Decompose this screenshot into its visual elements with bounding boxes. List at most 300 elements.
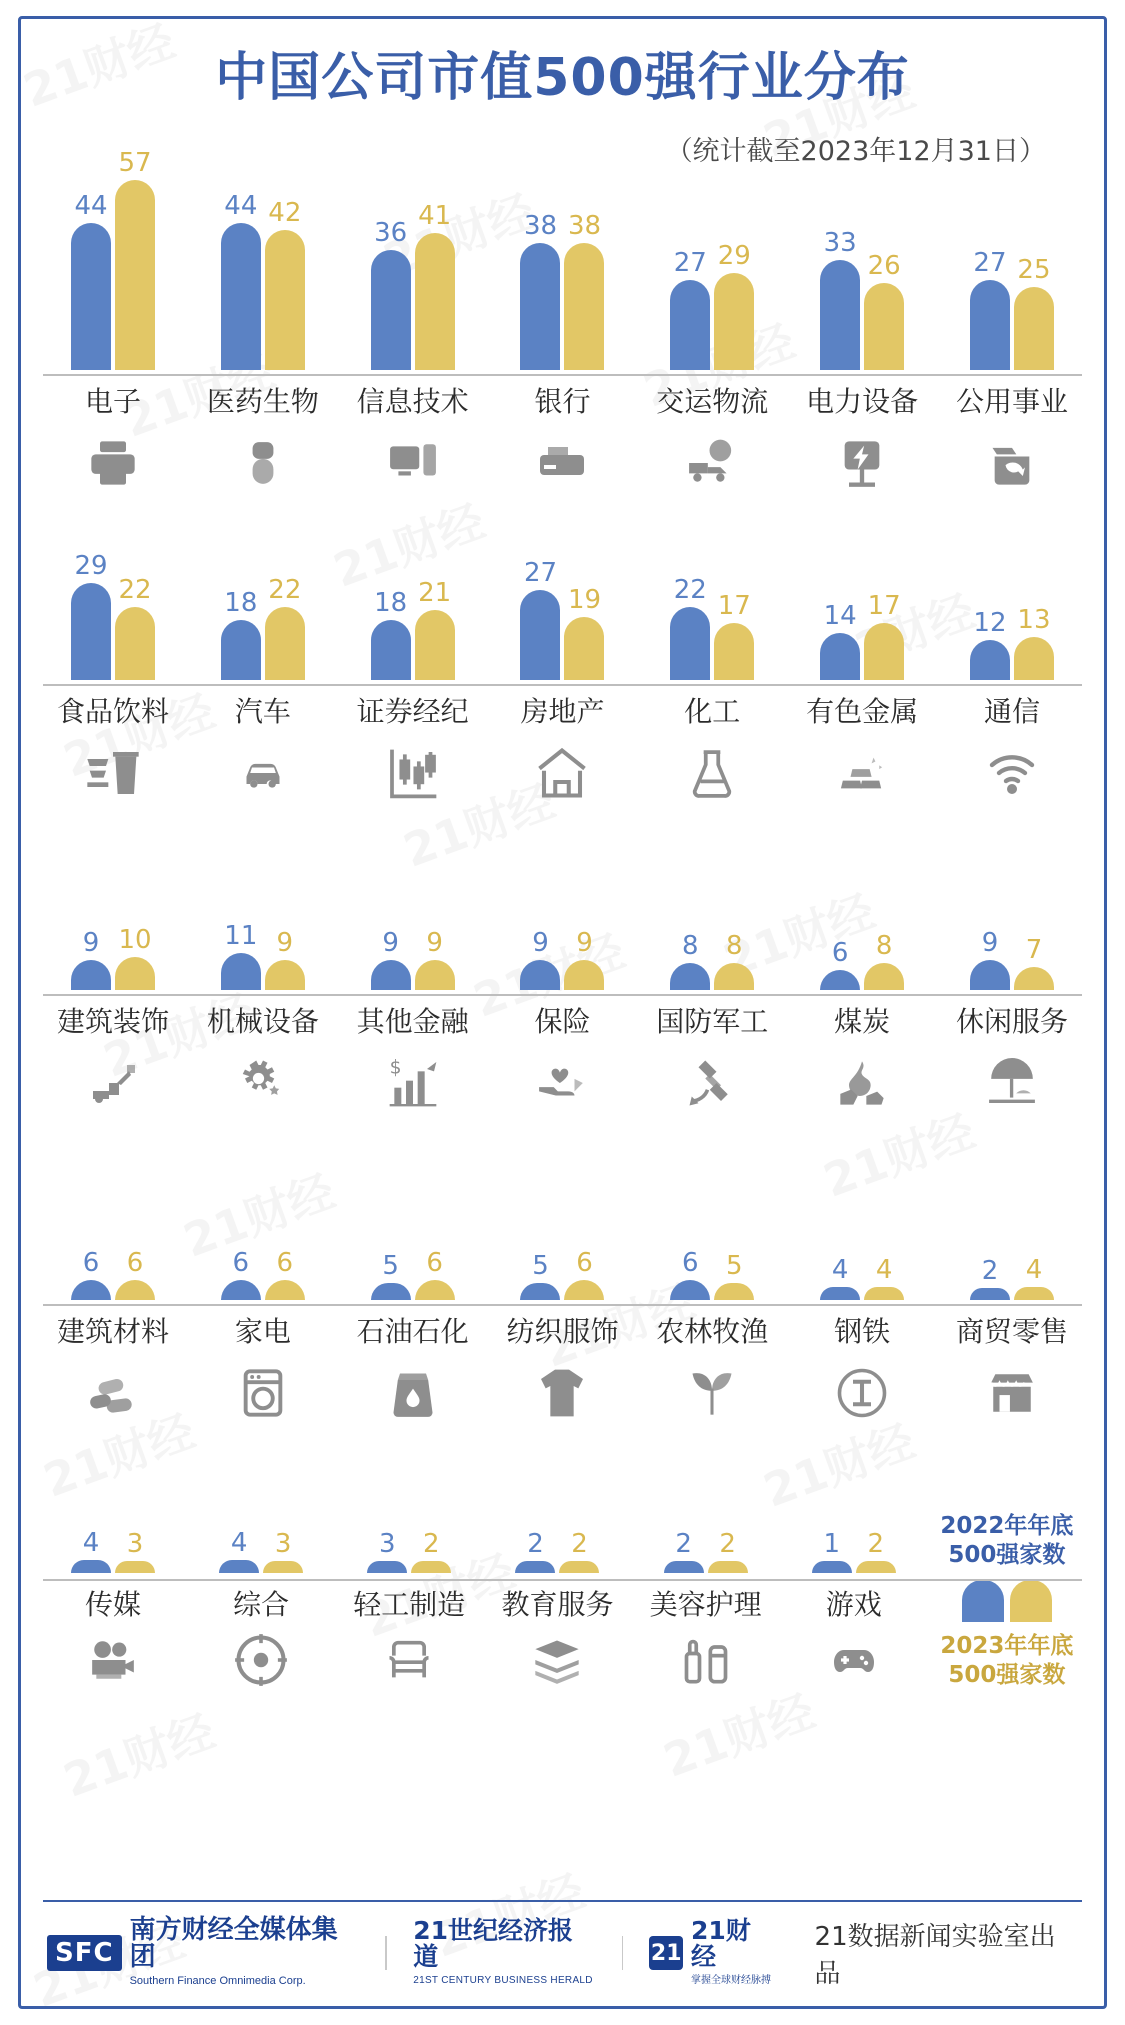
- bar-2022-value: 6: [831, 938, 849, 969]
- production-credit: 21数据新闻实验室出品: [814, 1922, 1056, 1989]
- bar-2023-wrap: [115, 577, 155, 680]
- bar-2023: [564, 243, 604, 370]
- bar-2023: [265, 607, 305, 680]
- bar-2022-wrap: [664, 1531, 704, 1573]
- bar-2023-wrap: [115, 1531, 155, 1573]
- category-cell: [193, 923, 333, 1114]
- category-cell: [792, 593, 932, 804]
- bar-2022: [221, 223, 261, 370]
- bar-2023: [1014, 287, 1054, 370]
- bar-2022: [812, 1561, 852, 1573]
- bar-2022-value: 9: [382, 928, 399, 959]
- bar-2023: [115, 180, 155, 370]
- bar-2023-value: 4: [875, 1255, 893, 1286]
- bar-2022-wrap: [371, 1253, 411, 1300]
- books-icon: [528, 1631, 586, 1689]
- bar-pair: [193, 1250, 333, 1300]
- bar-2023-wrap: [856, 1531, 896, 1573]
- steel-beam-icon: [835, 1362, 889, 1424]
- category-cell: [642, 243, 782, 494]
- sfc-name-en: Southern Finance Omnimedia Corp.: [129, 1975, 306, 1988]
- category-cell: [43, 150, 183, 494]
- bar-2023-wrap: [714, 933, 754, 990]
- category-cell: [43, 1530, 183, 1689]
- category-cell: [784, 1531, 924, 1689]
- bar-2022: [520, 960, 560, 990]
- bar-2022-value: 27: [973, 248, 1007, 279]
- bar-pair: [784, 1531, 924, 1573]
- footer-divider-2: [622, 1936, 624, 1970]
- bar-2022-wrap: [520, 560, 560, 680]
- wifi-icon: [983, 742, 1041, 804]
- bar-2022-wrap: [71, 193, 111, 370]
- category-cell: [193, 193, 333, 494]
- bar-2022-wrap: [520, 1253, 560, 1300]
- bar-pair: [492, 560, 632, 680]
- category-cell: [193, 1250, 333, 1424]
- satellite-icon: [684, 1052, 740, 1114]
- bar-2022-value: 11: [224, 921, 258, 952]
- category-label: 电子: [84, 385, 141, 419]
- category-cell: [942, 607, 1082, 804]
- bar-2023: [415, 960, 455, 990]
- category-cell: [642, 1250, 782, 1424]
- bar-2022-wrap: [820, 230, 860, 370]
- bar-2023: [714, 1283, 754, 1300]
- bar-2022-value: 6: [232, 1248, 250, 1279]
- bar-2023-value: 2: [423, 1529, 440, 1560]
- category-cell: [642, 577, 782, 804]
- bar-pair: [792, 230, 932, 370]
- bar-2022: [670, 607, 710, 680]
- bar-2023: [864, 283, 904, 370]
- pill-icon: [238, 432, 288, 494]
- bar-2022-value: 38: [523, 211, 558, 242]
- washing-machine-icon: [237, 1362, 289, 1424]
- category-label: 通信: [983, 695, 1040, 729]
- bar-2023: [1014, 1287, 1054, 1300]
- bar-pair: [792, 933, 932, 990]
- delivery-truck-icon: [681, 432, 743, 494]
- bar-2022-value: 3: [379, 1529, 396, 1560]
- bar-2022-value: 6: [682, 1248, 699, 1279]
- bar-2023-wrap: [714, 1253, 754, 1300]
- herald-logo: [413, 1915, 595, 1989]
- gamepad-icon: [824, 1631, 884, 1689]
- bar-2022: [71, 1280, 111, 1300]
- bar-pair: [942, 250, 1082, 370]
- bar-2022: [670, 1280, 710, 1300]
- monitor-icon: [384, 432, 442, 494]
- bar-2022-value: 2: [527, 1529, 544, 1560]
- category-label: 银行: [534, 385, 591, 419]
- printer-icon: [85, 432, 141, 494]
- bar-2023-wrap: [1014, 607, 1054, 680]
- category-label: 休闲服务: [955, 1005, 1068, 1039]
- bar-2022-value: 33: [823, 228, 857, 259]
- bar-pair: [636, 1531, 776, 1573]
- category-cell: [492, 1250, 632, 1424]
- compass-icon: [234, 1631, 288, 1689]
- bar-pair: [942, 1257, 1082, 1300]
- tshirt-icon: [534, 1362, 590, 1424]
- bar-2023-value: 29: [717, 241, 751, 272]
- bar-2022-value: 5: [532, 1251, 549, 1282]
- category-cell: [792, 230, 932, 494]
- bar-2023: [1014, 967, 1054, 990]
- category-label: 煤炭: [834, 1005, 891, 1039]
- cosmetics-icon: [680, 1631, 732, 1689]
- bar-2023: [1014, 637, 1054, 680]
- bar-pair: [43, 1530, 183, 1573]
- bar-2022-wrap: [520, 930, 560, 990]
- caijing-name-cn: 21财经: [690, 1915, 751, 1971]
- category-label: 纺织服饰: [506, 1315, 619, 1349]
- bar-2022-value: 9: [981, 928, 999, 959]
- bar-2023-wrap: [415, 930, 455, 990]
- bar-2022-value: 4: [831, 1255, 849, 1286]
- bar-2023-value: 9: [276, 928, 294, 959]
- bar-2023: [559, 1561, 599, 1573]
- category-cell: [792, 933, 932, 1114]
- bar-2022: [820, 970, 860, 990]
- bar-pair: [43, 150, 183, 370]
- svg-text:$: $: [389, 1058, 402, 1080]
- bar-2022-wrap: [670, 933, 710, 990]
- bar-2022-wrap: [670, 577, 710, 680]
- bar-2022-wrap: [219, 1530, 259, 1573]
- category-label: 信息技术: [356, 385, 469, 419]
- bar-2023-wrap: [415, 580, 455, 680]
- bar-2023-value: 3: [126, 1529, 144, 1560]
- bar-2022: [71, 223, 111, 370]
- bar-2022: [371, 960, 411, 990]
- bar-2023: [564, 1280, 604, 1300]
- bar-2023-wrap: [864, 1257, 904, 1300]
- category-cell: [193, 577, 333, 804]
- bar-2022-wrap: [221, 193, 261, 370]
- bar-2023-wrap: [864, 253, 904, 370]
- bar-2023-wrap: [265, 200, 305, 370]
- bar-2023-wrap: [564, 1250, 604, 1300]
- bar-2022-wrap: [970, 610, 1010, 680]
- bar-2023: [263, 1561, 303, 1573]
- category-label: 钢铁: [834, 1315, 891, 1349]
- bar-2022: [970, 1288, 1010, 1300]
- category-label: 医药生物: [206, 385, 319, 419]
- category-label: 其他金融: [356, 1005, 469, 1039]
- chart-subtitle: （统计截至2023年12月31日）: [665, 136, 1046, 168]
- bar-2023-wrap: [714, 593, 754, 680]
- sfc-mark: SFC: [47, 1935, 122, 1971]
- category-cell: [191, 1530, 331, 1689]
- bar-2022: [970, 280, 1010, 370]
- bar-2023: [856, 1561, 896, 1573]
- bar-2022: [820, 1287, 860, 1300]
- category-label: 电力设备: [806, 385, 919, 419]
- bar-2022-wrap: [71, 930, 111, 990]
- bar-2023-value: 3: [274, 1529, 292, 1560]
- oil-bag-icon: [387, 1362, 439, 1424]
- bar-pair: [642, 243, 782, 370]
- category-label: 汽车: [234, 695, 291, 729]
- chart-row: [43, 494, 1082, 804]
- gears-icon: [234, 1052, 292, 1114]
- bar-2022: [670, 963, 710, 990]
- category-cell: [343, 580, 483, 804]
- category-label: 化工: [684, 695, 741, 729]
- bar-2023-wrap: [1014, 1257, 1054, 1300]
- bar-2022: [520, 243, 560, 370]
- bar-2023: [265, 230, 305, 370]
- category-label: 建筑材料: [56, 1315, 169, 1349]
- bar-pair: [487, 1531, 627, 1573]
- category-label: 房地产: [520, 695, 605, 729]
- bar-2022-value: 9: [82, 928, 100, 959]
- bar-2022: [664, 1561, 704, 1573]
- bar-2022-wrap: [970, 250, 1010, 370]
- chart-row: [43, 804, 1082, 1114]
- bar-2022-value: 8: [682, 931, 699, 962]
- bar-pair: [492, 1250, 632, 1300]
- bar-2023: [115, 607, 155, 680]
- bar-2022-wrap: [71, 1250, 111, 1300]
- bar-2022-wrap: [367, 1531, 407, 1573]
- bar-2023: [564, 960, 604, 990]
- bar-2022-wrap: [515, 1531, 555, 1573]
- bar-pair: [642, 577, 782, 680]
- category-cell: [636, 1531, 776, 1689]
- bar-2022: [820, 260, 860, 370]
- category-label: 证券经纪: [356, 695, 469, 729]
- bar-2023: [265, 1280, 305, 1300]
- legend-label-2023: 2023年年底 500强家数: [940, 1632, 1074, 1688]
- bar-pair: [492, 213, 632, 370]
- coal-fire-icon: [833, 1052, 891, 1114]
- category-cell: [492, 560, 632, 804]
- category-label: 石油石化: [356, 1315, 469, 1349]
- bar-2023-value: 19: [567, 585, 602, 616]
- bar-2023-value: 57: [118, 148, 152, 179]
- category-label: 传媒: [84, 1588, 141, 1622]
- bar-2023: [265, 960, 305, 990]
- category-label: 保险: [534, 1005, 591, 1039]
- bar-2023: [115, 1280, 155, 1300]
- bar-2023-wrap: [265, 577, 305, 680]
- bar-2023-value: 10: [118, 925, 152, 956]
- bar-2023-value: 8: [875, 931, 893, 962]
- bar-2023-value: 13: [1017, 605, 1051, 636]
- bar-2022: [970, 960, 1010, 990]
- bar-2022-wrap: [970, 1258, 1010, 1300]
- category-cell: [792, 1257, 932, 1424]
- bar-2023-value: 2: [867, 1529, 885, 1560]
- bar-pair: [492, 930, 632, 990]
- bar-2022-wrap: [371, 930, 411, 990]
- bar-2023-wrap: [559, 1531, 599, 1573]
- category-cell: [43, 927, 183, 1114]
- bar-2023-wrap: [864, 593, 904, 680]
- herald-name-cn: 21世纪经济报道: [413, 1915, 574, 1971]
- bar-2022-value: 27: [673, 248, 707, 279]
- bar-pair: [343, 580, 483, 680]
- bar-2023: [115, 957, 155, 990]
- bar-2022: [371, 620, 411, 680]
- bar-2022: [219, 1560, 259, 1573]
- bar-2023-value: 9: [426, 928, 443, 959]
- legend-label-2022: 2022年年底 500强家数: [940, 1513, 1074, 1569]
- bar-2023-wrap: [263, 1531, 303, 1573]
- bar-2022-value: 18: [374, 588, 408, 619]
- bar-2023-value: 2: [571, 1529, 588, 1560]
- bar-pair: [43, 927, 183, 990]
- bar-2023-wrap: [564, 587, 604, 680]
- bar-2023-wrap: [115, 150, 155, 370]
- bar-2023: [714, 623, 754, 680]
- bar-2022: [820, 633, 860, 680]
- category-label: 有色金属: [806, 695, 919, 729]
- sfc-name-cn: 南方财经全媒体集团: [129, 1914, 338, 1972]
- category-label: 公用事业: [955, 385, 1068, 419]
- bar-2023-wrap: [564, 213, 604, 370]
- beach-umbrella-icon: [982, 1052, 1042, 1114]
- bar-2023: [564, 617, 604, 680]
- chart-row: [43, 1114, 1082, 1424]
- shop-icon: [982, 1362, 1042, 1424]
- bar-2022-wrap: [820, 603, 860, 680]
- bar-pair: [193, 923, 333, 990]
- bar-pair: [339, 1531, 479, 1573]
- bar-2022: [515, 1561, 555, 1573]
- money-growth-icon: [385, 1052, 441, 1114]
- bank-card-icon: [532, 432, 592, 494]
- bar-pair: [942, 930, 1082, 990]
- bar-2022-value: 4: [230, 1528, 248, 1559]
- bar-pair: [191, 1530, 331, 1573]
- bar-2022-value: 4: [82, 1528, 100, 1559]
- bar-2023-value: 26: [867, 251, 901, 282]
- bar-2022-wrap: [371, 590, 411, 680]
- legend-swatches: [962, 1580, 1052, 1622]
- bar-2023-wrap: [415, 203, 455, 370]
- bar-pair: [642, 933, 782, 990]
- bar-2022-value: 12: [973, 608, 1007, 639]
- bar-2023-value: 9: [576, 928, 593, 959]
- bar-2022-wrap: [670, 1250, 710, 1300]
- bar-2023-value: 22: [118, 575, 152, 606]
- bar-2022-wrap: [221, 923, 261, 990]
- chart-frame: [18, 16, 1107, 2009]
- bar-2023-wrap: [864, 933, 904, 990]
- category-cell: [942, 250, 1082, 494]
- car-icon: [232, 742, 294, 804]
- category-cell: [339, 1531, 479, 1689]
- food-drink-icon: [84, 742, 142, 804]
- heart-hand-icon: [532, 1052, 592, 1114]
- bar-2023-value: 21: [418, 578, 452, 609]
- bar-2023-wrap: [115, 927, 155, 990]
- bar-2022: [71, 960, 111, 990]
- bar-2023-value: 5: [726, 1251, 743, 1282]
- category-label: 机械设备: [206, 1005, 319, 1039]
- bar-2022-wrap: [820, 940, 860, 990]
- bar-2023: [415, 1280, 455, 1300]
- category-cell: [942, 930, 1082, 1114]
- category-label: 建筑装饰: [56, 1005, 169, 1039]
- bar-pair: [43, 553, 183, 680]
- bar-pair: [43, 1250, 183, 1300]
- caijing-badge: 21: [649, 1936, 683, 1970]
- bar-2023-wrap: [1014, 257, 1054, 370]
- bar-2023-value: 4: [1025, 1255, 1043, 1286]
- bar-2023-value: 6: [126, 1248, 144, 1279]
- bricks-icon: [83, 1362, 143, 1424]
- category-cell: [492, 930, 632, 1114]
- bar-2023: [115, 1561, 155, 1573]
- bar-2022-value: 29: [74, 551, 108, 582]
- bar-2023-value: 25: [1017, 255, 1051, 286]
- bar-2023-value: 6: [276, 1248, 294, 1279]
- bar-2022: [71, 1560, 111, 1573]
- chart-row: [43, 1424, 1082, 1689]
- bar-pair: [343, 1250, 483, 1300]
- bar-2022-wrap: [371, 220, 411, 370]
- bar-2022-wrap: [221, 1250, 261, 1300]
- legend: [932, 1512, 1082, 1689]
- bar-2022: [371, 1283, 411, 1300]
- bar-2022-wrap: [221, 590, 261, 680]
- bar-2022-wrap: [812, 1531, 852, 1573]
- bar-2023: [415, 610, 455, 680]
- bar-2022-value: 5: [382, 1251, 399, 1282]
- bar-2022-value: 1: [823, 1529, 841, 1560]
- bar-pair: [343, 203, 483, 370]
- bar-2023-value: 6: [576, 1248, 593, 1279]
- herald-name-en: 21ST CENTURY BUSINESS HERALD: [413, 1975, 593, 1987]
- legend-swatch-2023: [1010, 1580, 1052, 1622]
- category-label: 国防军工: [656, 1005, 769, 1039]
- bar-2022-wrap: [520, 213, 560, 370]
- film-camera-icon: [83, 1631, 143, 1689]
- category-cell: [487, 1531, 627, 1689]
- bar-2023: [714, 273, 754, 370]
- bar-2023-wrap: [714, 243, 754, 370]
- bar-2022-wrap: [970, 930, 1010, 990]
- category-label: 食品饮料: [56, 695, 169, 729]
- caijing-tagline: 掌握全球财经脉搏: [690, 1975, 771, 1987]
- footer: [43, 1900, 1082, 2006]
- category-label: 交运物流: [656, 385, 769, 419]
- category-cell: [942, 1257, 1082, 1424]
- category-label: 商贸零售: [955, 1315, 1068, 1349]
- legend-swatch-2022: [962, 1580, 1004, 1622]
- category-cell: [343, 203, 483, 494]
- bar-2023: [708, 1561, 748, 1573]
- bar-pair: [642, 1250, 782, 1300]
- bar-2022-wrap: [71, 1530, 111, 1573]
- bar-2022-value: 14: [823, 601, 857, 632]
- bar-2023-value: 6: [426, 1248, 443, 1279]
- bar-2022: [221, 953, 261, 990]
- bar-2023-value: 8: [726, 931, 743, 962]
- bar-2023-value: 22: [268, 575, 302, 606]
- bar-2023-value: 42: [268, 198, 302, 229]
- bar-2023: [411, 1561, 451, 1573]
- bar-2023-wrap: [265, 1250, 305, 1300]
- bar-pair: [193, 577, 333, 680]
- category-label: 轻工制造: [353, 1588, 466, 1622]
- bar-2022: [970, 640, 1010, 680]
